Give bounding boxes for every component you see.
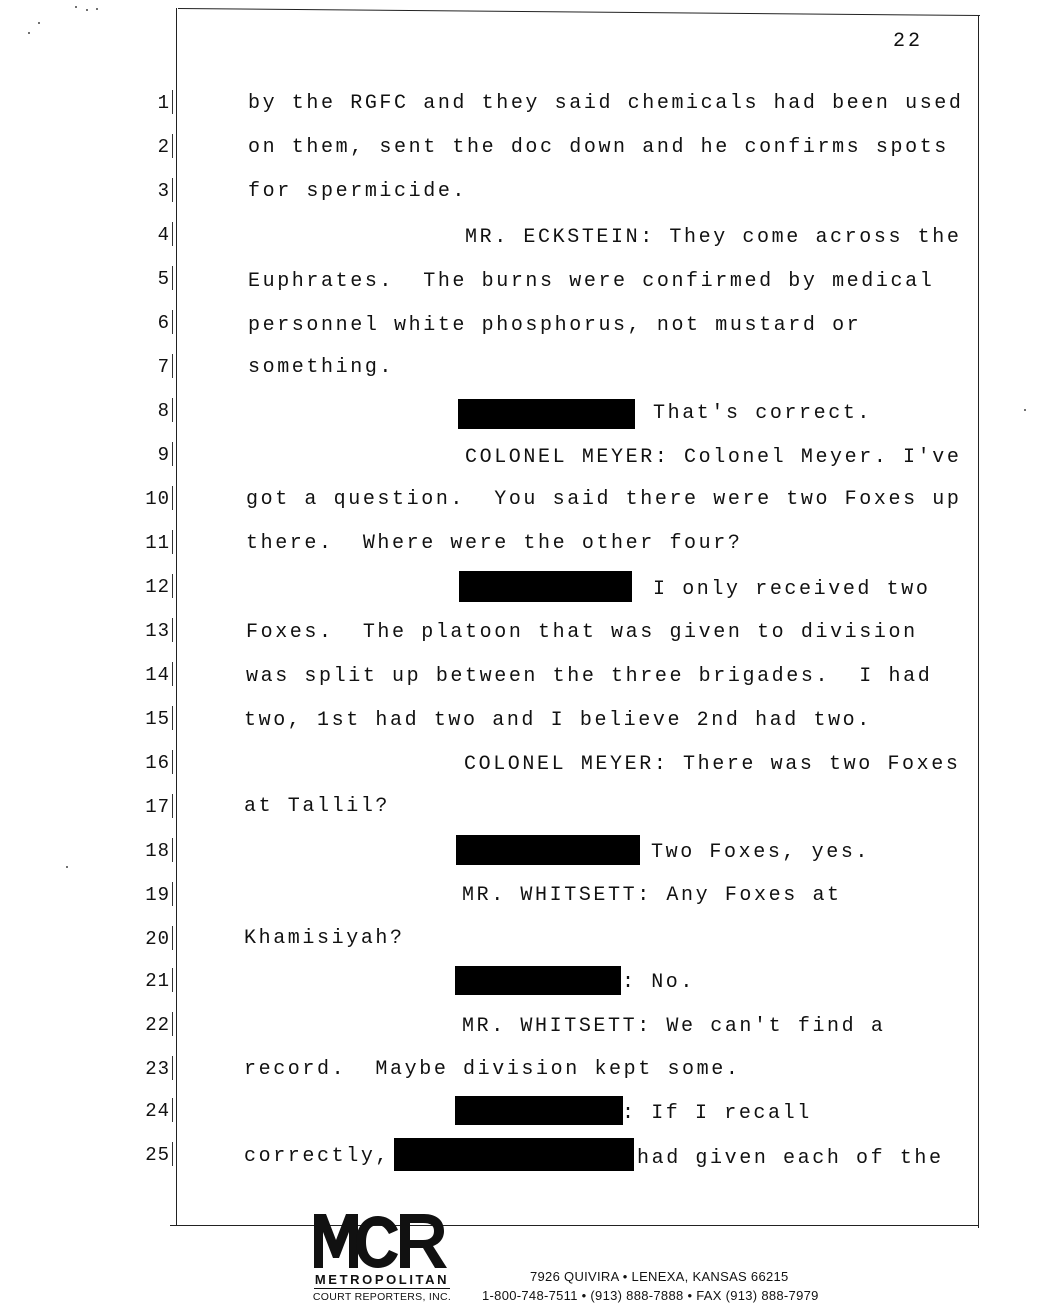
- margin-tick: [172, 310, 173, 334]
- line-number: 19: [145, 884, 170, 906]
- transcript-line: by the RGFC and they said chemicals had been used: [248, 92, 964, 115]
- line-number: 3: [157, 180, 170, 202]
- line-number: 24: [145, 1100, 170, 1122]
- margin-tick: [172, 750, 173, 774]
- margin-tick: [172, 90, 173, 114]
- line-number: 22: [145, 1014, 170, 1036]
- redaction-box: [456, 835, 640, 865]
- transcript-line: for spermicide.: [248, 180, 468, 203]
- line-number: 11: [145, 532, 170, 554]
- mcr-logo-mark: [312, 1210, 450, 1270]
- redaction-box: [455, 966, 621, 995]
- margin-tick: [172, 574, 173, 598]
- line-number: 9: [157, 444, 170, 466]
- transcript-line: That's correct.: [653, 402, 873, 425]
- line-number: 8: [157, 400, 170, 422]
- transcript-line: : No.: [622, 971, 696, 994]
- line-number: 10: [145, 488, 170, 510]
- transcript-line: Foxes. The platoon that was given to division: [246, 621, 918, 644]
- margin-tick: [172, 968, 173, 992]
- line-number: 17: [145, 796, 170, 818]
- margin-tick: [172, 134, 173, 158]
- margin-tick: [172, 530, 173, 554]
- transcript-line: : If I recall: [622, 1102, 812, 1125]
- scan-speck: [86, 9, 88, 11]
- scan-speck: [75, 6, 77, 8]
- margin-tick: [172, 794, 173, 818]
- logo-name: METROPOLITAN: [314, 1272, 450, 1287]
- margin-tick: [172, 1098, 173, 1122]
- logo-subtitle: COURT REPORTERS, INC.: [312, 1291, 452, 1303]
- line-number: 13: [145, 620, 170, 642]
- scan-speck: [38, 22, 40, 24]
- scan-speck: [28, 32, 30, 34]
- transcript-line: Khamisiyah?: [244, 927, 405, 950]
- line-number: 14: [145, 664, 170, 686]
- line-number: 21: [145, 970, 170, 992]
- margin-tick: [172, 222, 173, 246]
- line-number: 1: [157, 92, 170, 114]
- logo-divider: [314, 1288, 450, 1289]
- transcript-line: there. Where were the other four?: [246, 532, 743, 555]
- margin-tick: [172, 838, 173, 862]
- margin-tick: [172, 1142, 173, 1166]
- scan-speck: [96, 8, 98, 10]
- line-number: 6: [157, 312, 170, 334]
- line-number: 7: [157, 356, 170, 378]
- transcript-line: record. Maybe division kept some.: [244, 1058, 741, 1081]
- transcript-line: MR. WHITSETT: We can't find a: [462, 1015, 886, 1038]
- page-frame-top: [178, 8, 980, 16]
- transcript-line: two, 1st had two and I believe 2nd had two.: [244, 709, 872, 732]
- page-frame-left: [176, 8, 177, 1226]
- line-number: 2: [157, 136, 170, 158]
- transcript-line: had given each of the: [637, 1147, 944, 1170]
- transcript-line: Two Foxes, yes.: [651, 841, 871, 864]
- margin-tick: [172, 442, 173, 466]
- line-number: 15: [145, 708, 170, 730]
- line-number: 12: [145, 576, 170, 598]
- line-number: 16: [145, 752, 170, 774]
- transcript-line: got a question. You said there were two Foxes up: [246, 488, 962, 511]
- transcript-line: MR. ECKSTEIN: They come across the: [465, 226, 962, 249]
- redaction-box: [394, 1138, 634, 1171]
- margin-tick: [172, 486, 173, 510]
- redaction-box: [459, 571, 632, 602]
- footer-phones: 1-800-748-7511 • (913) 888-7888 • FAX (913) 888-7979: [482, 1288, 819, 1303]
- scan-speck: [1024, 409, 1026, 411]
- footer-address: 7926 QUIVIRA • LENEXA, KANSAS 66215: [530, 1269, 789, 1284]
- margin-tick: [172, 398, 173, 422]
- transcript-line: personnel white phosphorus, not mustard or: [248, 314, 862, 337]
- line-number: 4: [157, 224, 170, 246]
- margin-tick: [172, 706, 173, 730]
- line-number: 20: [145, 928, 170, 950]
- transcript-line: MR. WHITSETT: Any Foxes at: [462, 884, 842, 907]
- margin-tick: [172, 178, 173, 202]
- transcript-line: something.: [248, 356, 395, 379]
- margin-tick: [172, 662, 173, 686]
- margin-tick: [172, 618, 173, 642]
- redaction-box: [455, 1096, 623, 1125]
- line-number: 23: [145, 1058, 170, 1080]
- transcript-line: correctly,: [244, 1145, 391, 1168]
- line-number: 5: [157, 268, 170, 290]
- redaction-box: [458, 399, 635, 429]
- margin-tick: [172, 266, 173, 290]
- margin-tick: [172, 1012, 173, 1036]
- page-number: 22: [893, 30, 924, 53]
- transcript-line: at Tallil?: [244, 795, 391, 818]
- margin-tick: [172, 882, 173, 906]
- line-number: 18: [145, 840, 170, 862]
- page-frame-bottom: [170, 1225, 978, 1226]
- transcript-line: was split up between the three brigades. I had: [246, 665, 933, 688]
- margin-tick: [172, 1056, 173, 1080]
- margin-tick: [172, 926, 173, 950]
- mcr-logo: [312, 1210, 454, 1306]
- transcript-line: I only received two: [653, 578, 931, 601]
- scan-speck: [66, 866, 68, 868]
- transcript-line: Euphrates. The burns were confirmed by medical: [248, 270, 935, 293]
- page-frame-right: [978, 16, 979, 1228]
- margin-tick: [172, 354, 173, 378]
- transcript-line: on them, sent the doc down and he confirms spots: [248, 136, 949, 159]
- transcript-line: COLONEL MEYER: There was two Foxes: [464, 753, 961, 776]
- transcript-line: COLONEL MEYER: Colonel Meyer. I've: [465, 446, 962, 469]
- line-number: 25: [145, 1144, 170, 1166]
